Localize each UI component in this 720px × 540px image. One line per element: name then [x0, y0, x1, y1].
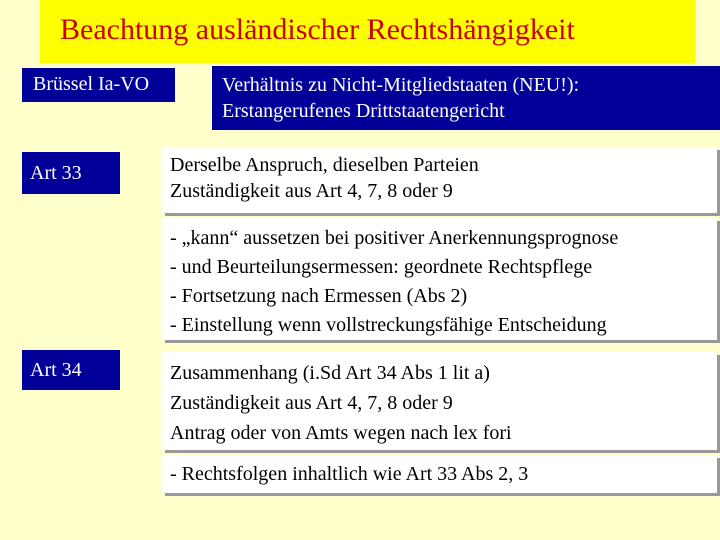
art-33-note-1: - „kann“ aussetzen bei positiver Anerkennungsprognose: [170, 227, 619, 249]
label-art-33-text: Art 33: [30, 162, 82, 184]
art-33-line-1: Derselbe Anspruch, dieselben Parteien: [170, 154, 479, 176]
art-33-line-2: Zuständigkeit aus Art 4, 7, 8 oder 9: [170, 180, 453, 202]
label-bruessel-text: Brüssel Ia-VO: [33, 73, 150, 95]
art-34-panel: [162, 352, 717, 450]
header-non-member-states: [212, 66, 720, 130]
label-bruessel-ia-vo: [22, 68, 175, 102]
art-34-line-3: Antrag oder von Amts wegen nach lex fori: [170, 422, 512, 444]
art-33-notes: [162, 218, 717, 340]
art-34-line-1: Zusammenhang (i.Sd Art 34 Abs 1 lit a): [170, 362, 490, 384]
header-line-1: Verhältnis zu Nicht-Mitgliedstaaten (NEU!):: [222, 74, 580, 96]
art-33-note-4: - Einstellung wenn vollstreckungsfähige Entscheidung: [170, 314, 607, 336]
slide-title: Beachtung ausländischer Rechtshängigkeit: [40, 0, 695, 63]
label-art-34: [22, 350, 120, 390]
art-33-note-3: - Fortsetzung nach Ermessen (Abs 2): [170, 285, 468, 307]
art-34-notes: [162, 455, 717, 493]
art-34-note-1: - Rechtsfolgen inhaltlich wie Art 33 Abs 2, 3: [170, 463, 529, 485]
label-art-34-text: Art 34: [30, 359, 82, 381]
art-33-panel: [162, 147, 717, 213]
art-33-note-2: - und Beurteilungsermessen: geordnete Rechtspflege: [170, 256, 593, 278]
art-34-line-2: Zuständigkeit aus Art 4, 7, 8 oder 9: [170, 392, 453, 414]
header-line-2: Erstangerufenes Drittstaatengericht: [222, 100, 505, 122]
label-art-33: [22, 152, 120, 194]
